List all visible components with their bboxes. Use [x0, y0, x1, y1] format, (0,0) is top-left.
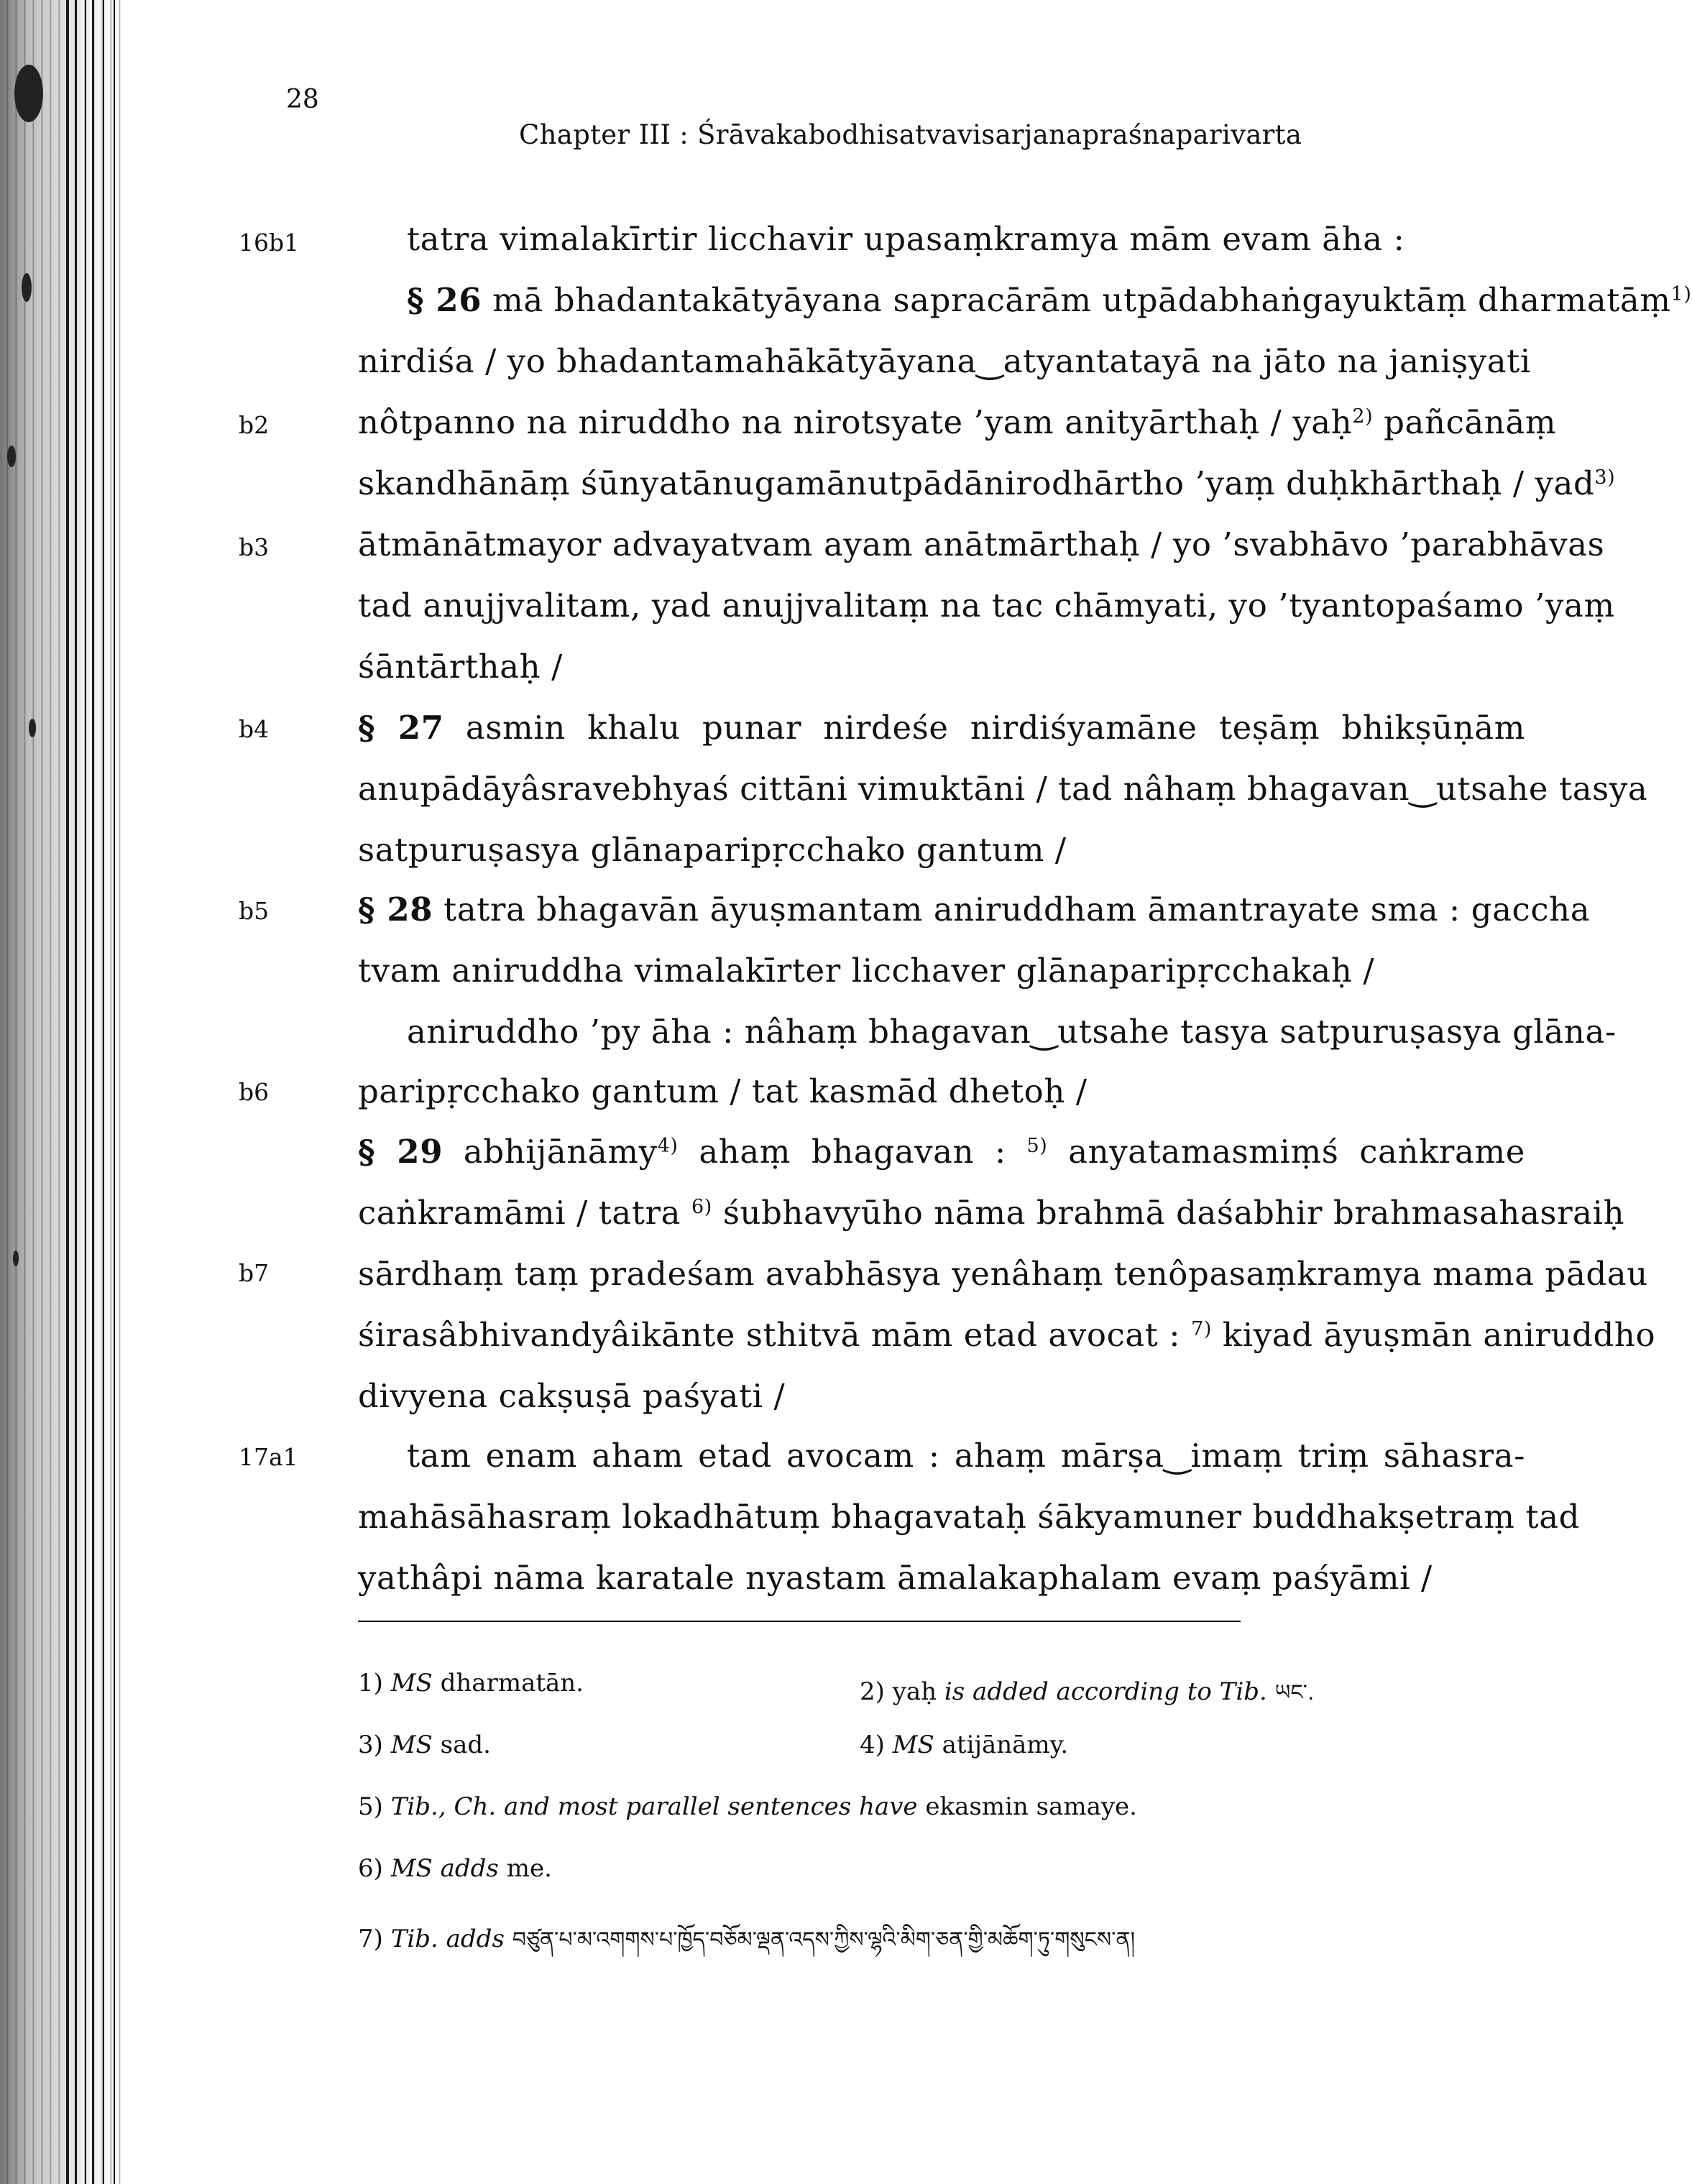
text-line: tatra vimalakīrtir licchavir upasaṃkramya mām evam āha : — [407, 220, 1405, 258]
text-line: tvam aniruddha vimalakīrter licchaver glānaparipṛcchakaḥ / — [358, 952, 1375, 990]
folio-marker: b7 — [239, 1259, 270, 1287]
text-line: śirasâbhivandyâikānte sthitvā mām etad avocat : $^{7)}$ kiyad āyuṣmān aniruddho — [358, 1316, 1656, 1354]
scan-edge-line — [75, 0, 77, 2184]
folio-marker: b4 — [239, 715, 270, 743]
text-line: nôtpanno na niruddho na nirotsyate ’yam anityārthaḥ / yaḥ$^{2)}$ pañcānāṃ — [358, 403, 1557, 441]
footnote-6: 6) MS adds me. — [358, 1854, 552, 1883]
scan-edge-line — [114, 0, 115, 2184]
folio-marker: b3 — [239, 533, 270, 561]
scan-speck — [29, 719, 36, 737]
scan-edge-line — [92, 0, 94, 2184]
text-line: śāntārthaḥ / — [358, 648, 563, 686]
folio-marker: b5 — [239, 897, 270, 925]
text-line: yathâpi nāma karatale nyastam āmalakaphalam evaṃ paśyāmi / — [358, 1559, 1433, 1597]
text-line: tam enam aham etad avocam : ahaṃ mārṣa‿imaṃ triṃ sāhasra- — [407, 1437, 1525, 1475]
text-line: caṅkramāmi / tatra $^{6)}$ śubhavyūho nāma brahmā daśabhir brahmasahasraiḥ — [358, 1194, 1625, 1232]
scan-speck — [13, 1250, 19, 1266]
text-line: § 26 mā bhadantakātyāyana sapracārām utpādabhaṅgayuktāṃ dharmatāṃ$^{1)}$ — [407, 281, 1692, 319]
folio-marker: 17a1 — [239, 1443, 298, 1471]
folio-marker: 16b1 — [239, 229, 300, 257]
footnote-1: 1) MS dharmatān. — [358, 1669, 584, 1697]
text-line: § 27 asmin khalu punar nirdeśe nirdiśyamāne teṣāṃ bhikṣūṇām — [358, 709, 1525, 747]
footnote-2: 2) yaḥ is added according to Tib. ཡང་. — [860, 1677, 1315, 1706]
text-line: aniruddho ’py āha : nâhaṃ bhagavan‿utsahe tasya satpuruṣasya glāna- — [407, 1013, 1617, 1051]
text-line: divyena cakṣuṣā paśyati / — [358, 1377, 786, 1415]
text-line: sārdhaṃ taṃ pradeśam avabhāsya yenâhaṃ tenôpasaṃkramya mama pādau — [358, 1255, 1648, 1293]
scan-edge-line — [66, 0, 69, 2184]
page-number: 28 — [286, 85, 319, 114]
scan-speck — [14, 65, 43, 122]
text-line: skandhānāṃ śūnyatānugamānutpādānirodhārtho ’yaṃ duḥkhārthaḥ / yad$^{3)}$ — [358, 464, 1616, 502]
text-line: nirdiśa / yo bhadantamahākātyāyana‿atyantatayā na jāto na janiṣyati — [358, 342, 1531, 380]
footnote-7: 7) Tib. adds བཙུན་པ་མ་འགགས་པ་ཁྱོད་བཅོམ་ལྡན་འདས་ཀྱིས་ལྷའི་མིག་ཅན་གྱི་མཆོག་ཏུ་གསུངས་ན། — [358, 1925, 1136, 1953]
folio-marker: b2 — [239, 411, 270, 439]
footnote-rule — [358, 1621, 1241, 1622]
folio-marker: b6 — [239, 1078, 270, 1106]
scan-edge-line — [103, 0, 104, 2184]
text-line: paripṛcchako gantum / tat kasmād dhetoḥ / — [358, 1072, 1088, 1110]
scan-speck — [7, 446, 16, 467]
text-line: § 29 abhijānāmy$^{4)}$ ahaṃ bhagavan : $^{5)}$ anyatamasmiṃś caṅkrame — [358, 1133, 1525, 1171]
text-line: mahāsāhasraṃ lokadhātuṃ bhagavataḥ śākyamuner buddhakṣetraṃ tad — [358, 1498, 1581, 1536]
text-line: satpuruṣasya glānaparipṛcchako gantum / — [358, 831, 1067, 869]
scan-speck — [22, 273, 32, 302]
text-line: tad anujjvalitam, yad anujjvalitaṃ na tac chāmyati, yo ’tyantopaśamo ’yaṃ — [358, 586, 1615, 625]
scan-edge-line — [85, 0, 86, 2184]
footnote-5: 5) Tib., Ch. and most parallel sentences have ekasmin samaye. — [358, 1792, 1137, 1821]
text-line: ātmānātmayor advayatvam ayam anātmārthaḥ / yo ’svabhāvo ’parabhāvas — [358, 525, 1605, 563]
running-head: Chapter III : Śrāvakabodhisatvavisarjanapraśnaparivarta — [519, 119, 1302, 150]
footnote-3: 3) MS sad. — [358, 1731, 491, 1759]
footnote-4: 4) MS atijānāmy. — [860, 1731, 1069, 1759]
text-line: § 28 tatra bhagavān āyuṣmantam aniruddham āmantrayate sma : gaccha — [358, 890, 1591, 929]
text-line: anupādāyâsravebhyaś cittāni vimuktāni / tad nâhaṃ bhagavan‿utsahe tasya — [358, 770, 1648, 808]
